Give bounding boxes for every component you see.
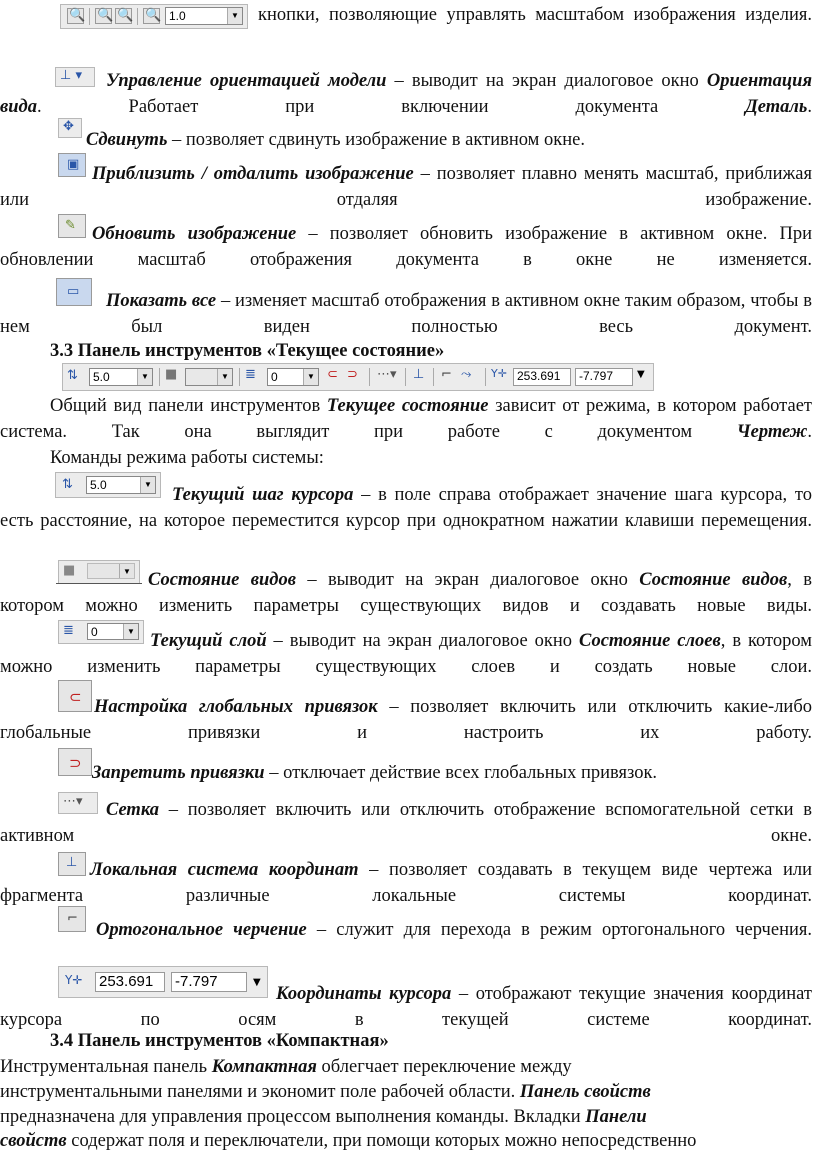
- orientation-text-2: . Работает при включении документа: [36, 97, 746, 117]
- general-text-3: .: [807, 422, 812, 442]
- coords-widget-y: -7.797: [175, 973, 218, 990]
- snaps-settings-icon[interactable]: ⊂: [58, 680, 92, 712]
- pan-description: – позволяет сдвинуть изображение в активном окне.: [167, 130, 585, 150]
- no-snaps-icon[interactable]: ⊃: [347, 367, 358, 382]
- compact-l1a: Инструментальная панель: [0, 1057, 212, 1077]
- cursor-step-widget[interactable]: ⇅ 5.0 ▼: [55, 472, 161, 498]
- nosnap-paragraph: [0, 760, 812, 786]
- zoom-scale-value: 1.0: [169, 9, 186, 23]
- compact-l1c: облегчает переключение между: [316, 1057, 572, 1077]
- cursor-step-value: 5.0: [93, 370, 110, 384]
- coord-x-value: 253.691: [517, 369, 561, 383]
- ortho-icon[interactable]: ⌐: [441, 367, 452, 382]
- zoom-in-out-paragraph: [0, 161, 812, 213]
- views-icon[interactable]: ■: [165, 367, 178, 382]
- orientation-doc-name: Деталь: [745, 97, 808, 117]
- compact-l3b: Панели: [585, 1107, 647, 1127]
- layer-text-2: , в котором можно изменить параметры существующих слоев и создать новые слои.: [0, 631, 812, 677]
- pan-icon[interactable]: ✥: [58, 118, 82, 138]
- snaps-title: Настройка глобальных привязок: [94, 697, 378, 717]
- coords-widget-x: 253.691: [99, 973, 154, 990]
- compact-line-2: [0, 1079, 812, 1105]
- grid-title: Сетка: [106, 800, 159, 820]
- section-3-4-heading: 3.4 Панель инструментов «Компактная»: [50, 1031, 389, 1051]
- general-paragraph: [0, 393, 812, 445]
- orientation-paragraph: [0, 68, 812, 120]
- layer-widget[interactable]: ≣ 0 ▼: [58, 620, 144, 644]
- zoom-in-button[interactable]: 🔍: [97, 8, 114, 23]
- compact-l4b: содержат поля и переключатели, при помощи которых можно непосредственно: [66, 1131, 697, 1151]
- zoom-in-out-icon[interactable]: ▣: [58, 153, 86, 177]
- lcs-description: – позволяет создавать в текущем виде чертежа или фрагмента различные локальные системы координат.: [0, 860, 812, 906]
- coords-description: – отображают текущие значения координат курсора по осям в текущей системе координат.: [0, 984, 812, 1030]
- views-title: Состояние видов: [148, 570, 296, 590]
- local-cs-button[interactable]: ⊥: [58, 852, 86, 876]
- ortho-button[interactable]: ⌐: [58, 906, 86, 932]
- zoom-in-out-description: – позволяет плавно менять масштаб, приближая или отдаляя изображение.: [0, 164, 812, 210]
- compact-l2b: Панель свойств: [519, 1082, 651, 1102]
- grid-widget[interactable]: ⋯▾: [58, 792, 98, 814]
- pan-title: Сдвинуть: [86, 130, 168, 150]
- zoom-scale-select[interactable]: 1.0 ▼: [165, 7, 243, 25]
- zoom-description: кнопки, позволяющие управлять масштабом изображения изделия.: [258, 5, 812, 25]
- grid-paragraph: [0, 797, 812, 849]
- local-cs-icon[interactable]: ⊥: [413, 367, 425, 382]
- views-widget[interactable]: ■ ▼: [58, 560, 140, 584]
- coords-icon: Y✛: [491, 367, 507, 380]
- layer-value: 0: [271, 370, 278, 384]
- layer-dialog-name: Состояние слоев: [578, 631, 721, 651]
- cursor-step-select[interactable]: 5.0 ▼: [89, 368, 153, 386]
- lcs-paragraph: [0, 857, 812, 909]
- step-paragraph: [0, 482, 812, 534]
- cursor-step-icon: ⇅: [67, 368, 78, 383]
- orientation-text-1: – выводит на экран диалоговое окно: [386, 71, 707, 91]
- general-doc-name: Чертеж: [736, 422, 808, 442]
- layer-text-1: – выводит на экран диалоговое окно: [266, 631, 579, 651]
- general-panel-name: Текущее состояние: [326, 396, 489, 416]
- compact-line-1: [0, 1054, 812, 1080]
- grid-description: – позволяет включить или отключить отображение вспомогательной сетки в активном окне.: [0, 800, 812, 846]
- refresh-icon[interactable]: ✎: [58, 214, 86, 238]
- snaps-icon[interactable]: ⊂: [327, 367, 338, 382]
- step-description: – в поле справа отображает значение шага курсора, то есть расстояние, на которое переместится курсор при однократном нажатии клавиши перемещения.: [0, 485, 812, 531]
- snaps-description: – позволяет включить или отключить какие-либо глобальные привязки и настроить их работу.: [0, 697, 812, 743]
- disable-snaps-icon[interactable]: ⊃: [58, 748, 92, 776]
- views-paragraph: [0, 567, 812, 619]
- show-all-description: – изменяет масштаб отображения в активном окне таким образом, чтобы в нем был виден полностью весь документ.: [0, 291, 812, 337]
- cursor-step-widget-value: 5.0: [90, 478, 107, 492]
- nosnap-title: Запретить привязки: [92, 763, 265, 783]
- grid-icon[interactable]: ⋯▾: [377, 367, 397, 382]
- compact-l3a: предназначена для управления процессом выполнения команды. Вкладки: [0, 1107, 586, 1127]
- snap-toggle-icon[interactable]: ⤳: [461, 367, 472, 382]
- coord-x-field[interactable]: [513, 368, 571, 386]
- coords-paragraph: [0, 981, 812, 1033]
- zoom-out-button[interactable]: 🔍: [117, 8, 134, 23]
- layer-select[interactable]: 0 ▼: [267, 368, 319, 386]
- orientation-icon[interactable]: ⊥ ▾: [55, 67, 95, 87]
- general-text-2: зависит от режима, в котором работает система. Так она выглядит при работе с документом: [0, 396, 812, 442]
- views-text-2: , в котором можно изменить параметры существующих видов и создавать новые виды.: [0, 570, 812, 616]
- compact-l1b: Компактная: [211, 1057, 317, 1077]
- cursor-coords-widget[interactable]: Y✛ 253.691 -7.797 ▼: [58, 966, 268, 998]
- ortho-title: Ортогональное черчение: [96, 920, 307, 940]
- orientation-dialog-name: Ориентация вида: [0, 71, 812, 117]
- refresh-paragraph: [0, 221, 812, 273]
- ortho-description: – служит для перехода в режим ортогонального черчения.: [306, 920, 812, 940]
- coords-title: Координаты курсора: [276, 984, 452, 1004]
- views-dialog-name: Состояние видов: [639, 570, 788, 590]
- zoom-paragraph: [0, 2, 812, 28]
- pan-paragraph: [0, 127, 812, 153]
- general-text-1: Общий вид панели инструментов: [50, 396, 327, 416]
- ortho-paragraph: [0, 917, 812, 943]
- coord-y-field[interactable]: [575, 368, 633, 386]
- show-all-paragraph: [0, 288, 812, 340]
- nosnap-description: – отключает действие всех глобальных привязок.: [264, 763, 658, 783]
- refresh-title: Обновить изображение: [92, 224, 297, 244]
- layer-paragraph: [0, 628, 812, 680]
- coord-y-value: -7.797: [579, 369, 614, 383]
- compact-line-4: [0, 1128, 812, 1154]
- layer-widget-value: 0: [91, 625, 98, 639]
- snaps-paragraph: [0, 694, 812, 746]
- views-select[interactable]: ▼: [185, 368, 233, 386]
- step-title: Текущий шаг курсора: [172, 485, 354, 505]
- section-3-3-heading: 3.3 Панель инструментов «Текущее состояние»: [50, 341, 445, 361]
- views-text-1: – выводит на экран диалоговое окно: [295, 570, 640, 590]
- orientation-title: Управление ориентацией модели: [106, 71, 387, 91]
- chevron-down-icon[interactable]: ▼: [637, 369, 645, 380]
- compact-l2a: инструментальными панелями и экономит поле рабочей области.: [0, 1082, 520, 1102]
- show-all-title: Показать все: [106, 291, 217, 311]
- lcs-title: Локальная система координат: [90, 860, 359, 880]
- show-all-icon[interactable]: ▭: [56, 278, 92, 306]
- compact-l4a: свойств: [0, 1131, 67, 1151]
- zoom-in-out-title: Приблизить / отдалить изображение: [92, 164, 414, 184]
- modes-line: Команды режима работы системы:: [50, 448, 324, 468]
- zoom-scale-icon: 🔍: [145, 8, 162, 23]
- refresh-description: – позволяет обновить изображение в активном окне. При обновлении масштаб отображения документа в окне не изменяется.: [0, 224, 813, 270]
- zoom-window-button[interactable]: 🔍: [69, 8, 86, 23]
- compact-line-3: [0, 1104, 812, 1130]
- layer-icon[interactable]: ≣: [245, 367, 256, 382]
- current-state-toolbar: [62, 363, 654, 391]
- layer-title: Текущий слой: [150, 631, 267, 651]
- orientation-text-3: .: [807, 97, 812, 117]
